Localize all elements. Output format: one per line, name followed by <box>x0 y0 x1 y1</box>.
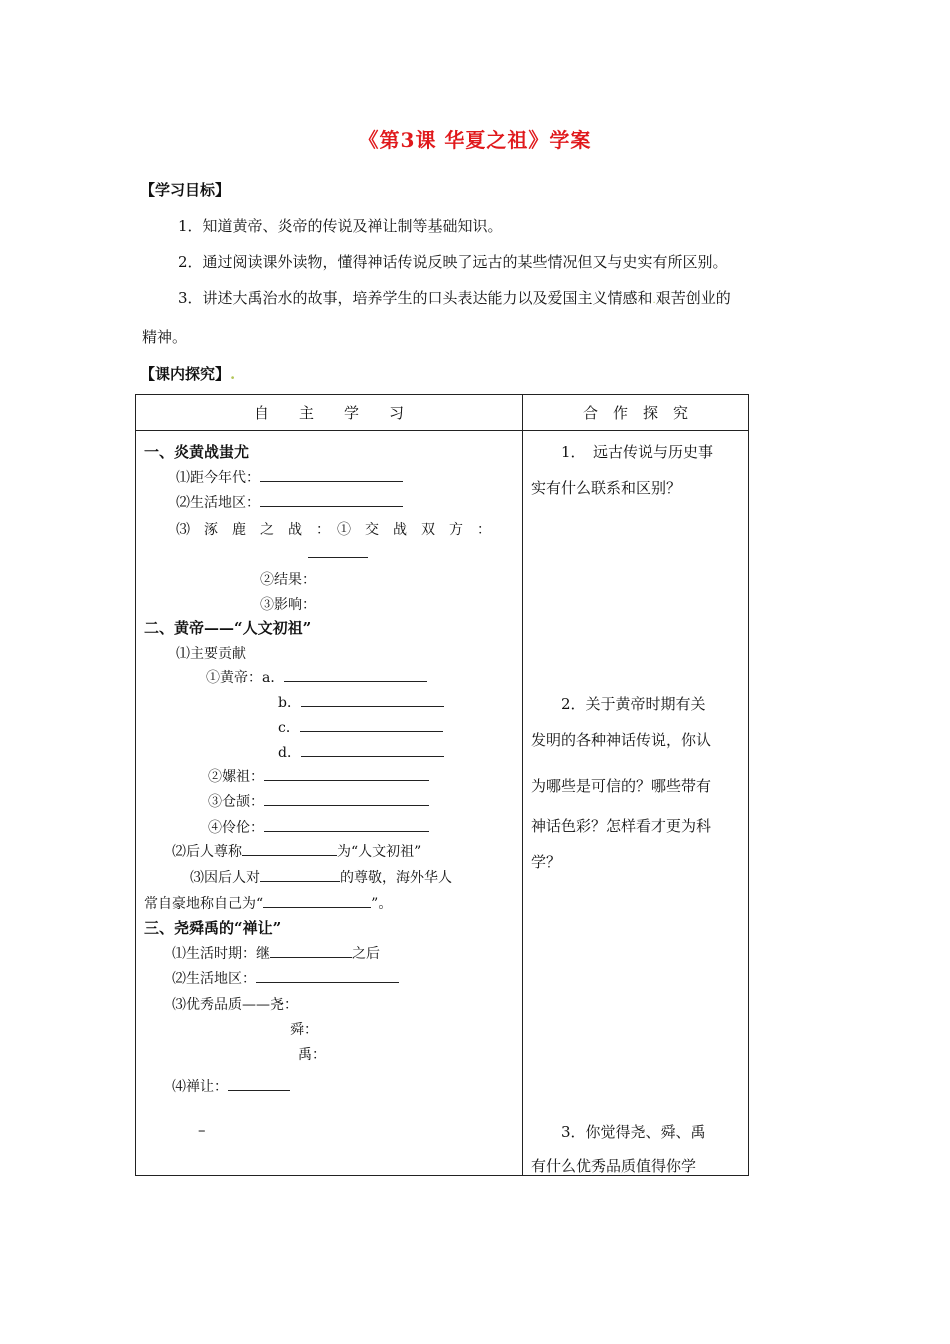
blank[interactable] <box>264 817 429 832</box>
page-title: 《第3课 华夏之祖》学案 <box>358 128 592 152</box>
s2-item-g <box>208 791 429 811</box>
s2-item-i-label-2: 为“人文初祖” <box>337 844 422 860</box>
q2-line-2: 发明的各种神话传说，你认 <box>531 731 712 749</box>
s3-item-d: 舜： <box>290 1022 318 1038</box>
q2-line-1: 2．关于黄帝时期有关 <box>561 695 706 713</box>
s3-item-f-label: ⑷禅让： <box>172 1079 228 1095</box>
s3-item-b-label: ⑵生活地区： <box>172 971 256 987</box>
s3-item-a-label-2: 之后 <box>352 946 380 962</box>
s2-item-g-label: ③仓颉： <box>208 794 264 810</box>
objective-3-part2: 艰苦创业的 <box>655 289 731 307</box>
blank[interactable] <box>260 467 403 482</box>
section-1-title: 一、炎黄战蚩尤 <box>144 443 250 461</box>
s2-item-e <box>278 742 444 762</box>
q3-line-1: 3．你觉得尧、舜、禹 <box>561 1123 706 1141</box>
s2-item-h-label: ④伶伦： <box>208 820 264 836</box>
s3-item-e: 禹： <box>298 1047 326 1063</box>
s2-item-k-label-2: ”。 <box>371 896 393 912</box>
blank[interactable] <box>270 943 352 958</box>
s2-item-j-label-2: 的尊敬，海外华人 <box>340 870 452 886</box>
objective-1: 1．知道黄帝、炎帝的传说及禅让制等基础知识。 <box>178 217 503 235</box>
s2-item-b <box>206 667 427 687</box>
q1-line-1: 1． 远古传说与历史事 <box>561 443 714 461</box>
col1-header: 自 主 学 习 <box>253 404 404 422</box>
blank[interactable] <box>256 968 399 983</box>
q2-line-3: 为哪些是可信的？哪些带有 <box>531 777 712 795</box>
study-table <box>135 394 749 1176</box>
s2-item-k <box>144 893 392 913</box>
section-2-title: 二、黄帝——“人文初祖” <box>144 619 312 637</box>
s1-item-e: ③影响： <box>260 597 316 613</box>
s1-item-b <box>176 492 403 512</box>
s3-item-c: ⑶优秀品质——尧： <box>172 997 298 1013</box>
s1-item-d: ②结果： <box>260 572 316 588</box>
s1-item-a-label: ⑴距今年代： <box>176 470 260 486</box>
blank[interactable] <box>260 867 340 882</box>
s1-item-c-blank <box>308 543 368 562</box>
blank[interactable] <box>264 766 429 781</box>
s2-item-j-label-1: ⑶因后人对 <box>190 870 260 886</box>
s3-item-a-label-1: ⑴生活时期：继 <box>172 946 270 962</box>
blank[interactable] <box>284 667 427 682</box>
objectives-heading: 【学习目标】 <box>140 181 231 199</box>
s1-item-c: ⑶ 涿 鹿 之 战 ： ① 交 战 双 方 ： <box>176 522 491 538</box>
s2-item-d <box>278 717 443 737</box>
s2-item-c <box>278 692 444 712</box>
objective-2: 2．通过阅读课外读物，懂得神话传说反映了远古的某些情况但又与史实有所区别。 <box>178 253 728 271</box>
s3-dash: – <box>198 1121 206 1139</box>
blank[interactable] <box>263 893 371 908</box>
s2-item-k-label-1: 常自豪地称自己为“ <box>144 896 264 912</box>
s2-item-j <box>190 867 452 887</box>
blank[interactable] <box>242 841 337 856</box>
section-3-title: 三、尧舜禹的“禅让” <box>144 919 282 937</box>
s2-item-b-label: ①黄帝：a． <box>206 670 285 686</box>
s2-item-d-label: c． <box>278 720 300 736</box>
objective-3-part1: 3．讲述大禹治水的故事，培养学生的口头表达能力以及爱国主义情感和 <box>178 289 653 307</box>
blank[interactable] <box>264 791 429 806</box>
s1-item-b-label: ⑵生活地区： <box>176 495 260 511</box>
explore-heading-text: 【课内探究】 <box>140 365 231 383</box>
s2-item-a: ⑴主要贡献 <box>176 646 246 662</box>
q3-line-2: 有什么优秀品质值得你学 <box>531 1157 697 1175</box>
col2-header-cell <box>523 395 749 431</box>
s2-item-h <box>208 817 429 837</box>
s2-item-e-label: d． <box>278 745 301 761</box>
s2-item-i-label-1: ⑵后人尊称 <box>172 844 242 860</box>
blank[interactable] <box>308 543 368 558</box>
objective-3: 3．讲述大禹治水的故事，培养学生的口头表达能力以及爱国主义情感和.艰苦创业的 <box>178 289 731 307</box>
s2-item-f-label: ②嫘祖： <box>208 769 264 785</box>
s2-item-c-label: b． <box>278 695 301 711</box>
cooperative-cell <box>523 431 749 1176</box>
s2-item-f <box>208 766 429 786</box>
blank[interactable] <box>301 692 444 707</box>
s2-item-i <box>172 841 421 861</box>
q1-line-2: 实有什么联系和区别？ <box>531 479 682 497</box>
blank[interactable] <box>228 1076 290 1091</box>
self-study-cell <box>136 431 523 1176</box>
blank[interactable] <box>300 717 443 732</box>
blank[interactable] <box>301 742 444 757</box>
col2-header: 合 作 探 究 <box>582 404 688 422</box>
blank[interactable] <box>260 492 403 507</box>
explore-heading: 【课内探究】. <box>140 365 236 383</box>
s3-item-f <box>172 1076 290 1096</box>
q2-line-4: 神话色彩？怎样看才更为科 <box>531 817 712 835</box>
s3-item-a <box>172 943 380 963</box>
col1-header-cell <box>136 395 523 431</box>
s1-item-a <box>176 467 403 487</box>
s3-item-b <box>172 968 399 988</box>
q2-line-5: 学？ <box>531 853 562 871</box>
objective-3-cont: 精神。 <box>142 328 188 346</box>
